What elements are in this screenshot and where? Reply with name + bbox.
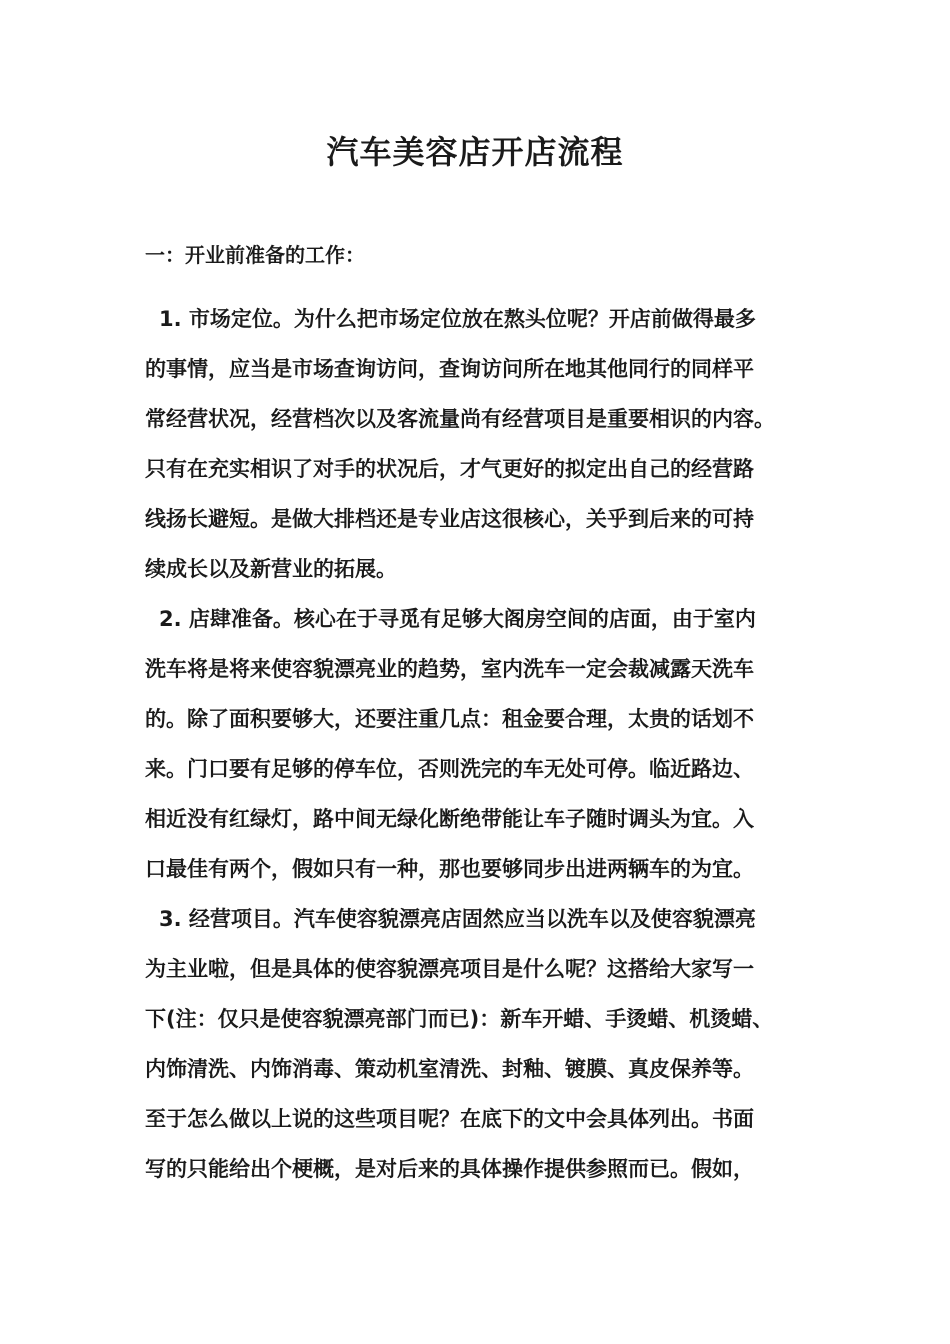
text-line: 常经营状况，经营档次以及客流量尚有经营项目是重要相识的内容。 xyxy=(145,407,775,431)
text-line: 3. 经营项目。汽车使容貌漂亮店固然应当以洗车以及使容貌漂亮 xyxy=(159,907,756,931)
text-line: 相近没有红绿灯，路中间无绿化断绝带能让车子随时调头为宜。入 xyxy=(145,807,754,831)
text-line: 只有在充实相识了对手的状况后，才气更好的拟定出自己的经营路 xyxy=(145,457,754,481)
text-line: 来。门口要有足够的停车位，否则洗完的车无处可停。临近路边、 xyxy=(145,757,754,781)
document-title: 汽车美容店开店流程 xyxy=(326,133,624,171)
text-line: 写的只能给出个梗概，是对后来的具体操作提供参照而已。假如， xyxy=(145,1157,754,1181)
text-line: 线扬长避短。是做大排档还是专业店这很核心，关乎到后来的可持 xyxy=(145,507,754,531)
text-line: 为主业啦，但是具体的使容貌漂亮项目是什么呢？这搭给大家写一 xyxy=(145,957,754,981)
text-line: 续成长以及新营业的拓展。 xyxy=(145,557,397,581)
text-line: 洗车将是将来使容貌漂亮业的趋势，室内洗车一定会裁减露天洗车 xyxy=(145,657,754,681)
text-line: 1. 市场定位。为什么把市场定位放在熬头位呢？开店前做得最多 xyxy=(159,307,756,331)
section-heading: 一：开业前准备的工作： xyxy=(145,243,365,267)
text-line: 2. 店肆准备。核心在于寻觅有足够大阁房空间的店面，由于室内 xyxy=(159,607,756,631)
text-line: 下(注：仅只是使容貌漂亮部门而已)：新车开蜡、手烫蜡、机烫蜡、 xyxy=(145,1007,774,1031)
text-line: 口最佳有两个，假如只有一种，那也要够同步出进两辆车的为宜。 xyxy=(145,857,754,881)
text-line: 至于怎么做以上说的这些项目呢？在底下的文中会具体列出。书面 xyxy=(145,1107,754,1131)
text-line: 内饰清洗、内饰消毒、策动机室清洗、封釉、镀膜、真皮保养等。 xyxy=(145,1057,754,1081)
text-line: 的。除了面积要够大，还要注重几点：租金要合理，太贵的话划不 xyxy=(145,707,754,731)
body-text xyxy=(145,299,825,1199)
text-line: 的事情，应当是市场查询访问，查询访问所在地其他同行的同样平 xyxy=(145,357,754,381)
